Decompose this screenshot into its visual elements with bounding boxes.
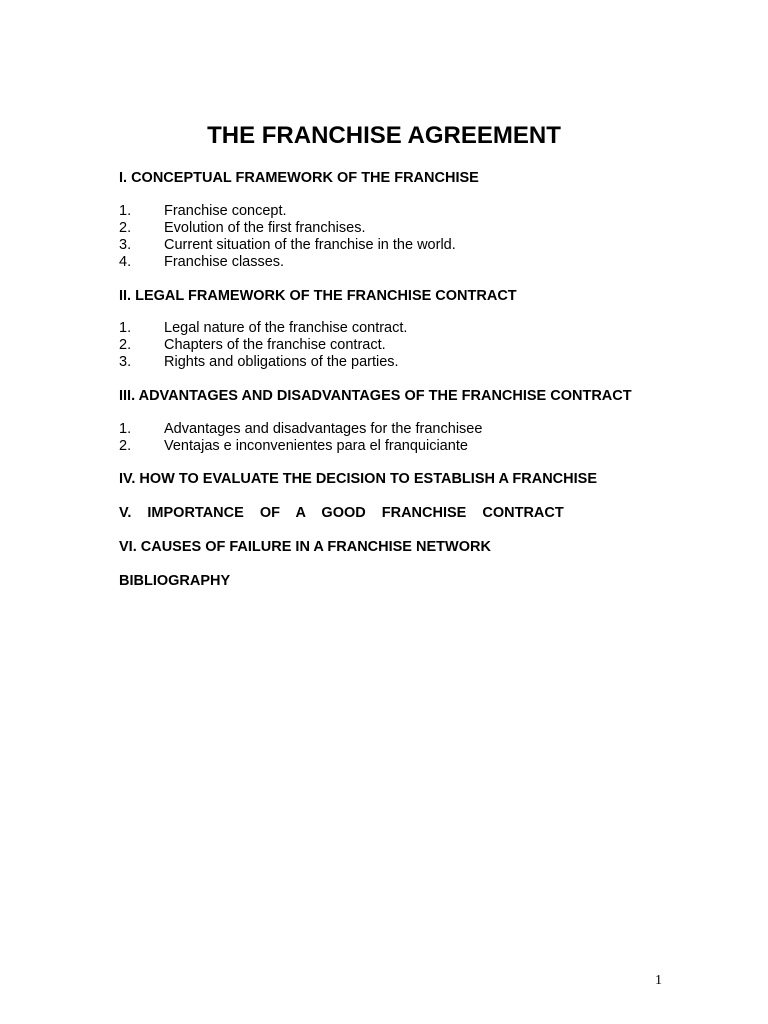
page-number: 1	[655, 973, 662, 988]
section-heading-causes-of-failure: VI. CAUSES OF FAILURE IN A FRANCHISE NETWORK	[119, 539, 491, 555]
list-item	[119, 421, 482, 438]
list-item-text: Evolution of the first franchises.	[164, 220, 366, 236]
list-item-text: Franchise concept.	[164, 203, 287, 219]
section-heading-good-contract: V. IMPORTANCE OF A GOOD FRANCHISE CONTRACT	[119, 505, 564, 521]
list-item-number: 1.	[119, 203, 132, 219]
section-heading-evaluate-decision: IV. HOW TO EVALUATE THE DECISION TO ESTABLISH A FRANCHISE	[119, 471, 597, 487]
document-title: THE FRANCHISE AGREEMENT	[207, 122, 561, 149]
list-item-number: 4.	[119, 254, 132, 270]
list-item-number: 1.	[119, 320, 132, 336]
list-item-text: Legal nature of the franchise contract.	[164, 320, 408, 336]
list-item-number: 2.	[119, 337, 132, 353]
list-item-text: Chapters of the franchise contract.	[164, 337, 386, 353]
list-item	[119, 203, 287, 220]
list-item	[119, 337, 386, 354]
list-item	[119, 220, 366, 237]
section-heading-legal-framework: II. LEGAL FRAMEWORK OF THE FRANCHISE CONTRACT	[119, 288, 517, 304]
list-item-text: Franchise classes.	[164, 254, 285, 270]
list-item	[119, 320, 407, 337]
list-item	[119, 254, 284, 271]
list-item-text: Current situation of the franchise in the world.	[164, 237, 456, 253]
list-item	[119, 237, 456, 254]
list-item-number: 2.	[119, 438, 132, 454]
section-heading-bibliography: BIBLIOGRAPHY	[119, 573, 231, 589]
section-heading-conceptual-framework: I. CONCEPTUAL FRAMEWORK OF THE FRANCHISE	[119, 170, 479, 186]
list-item	[119, 354, 399, 371]
section-heading-advantages-disadvantages: III. ADVANTAGES AND DISADVANTAGES OF THE FRANCHISE CONTRACT	[119, 388, 632, 404]
list-item-text: Ventajas e inconvenientes para el franquiciante	[164, 438, 468, 454]
list-item-number: 3.	[119, 237, 132, 253]
list-item-number: 2.	[119, 220, 132, 236]
list-item-number: 3.	[119, 354, 132, 370]
list-item-number: 1.	[119, 421, 132, 437]
list-item-text: Rights and obligations of the parties.	[164, 354, 399, 370]
list-item	[119, 438, 468, 455]
list-item-text: Advantages and disadvantages for the franchisee	[164, 421, 483, 437]
